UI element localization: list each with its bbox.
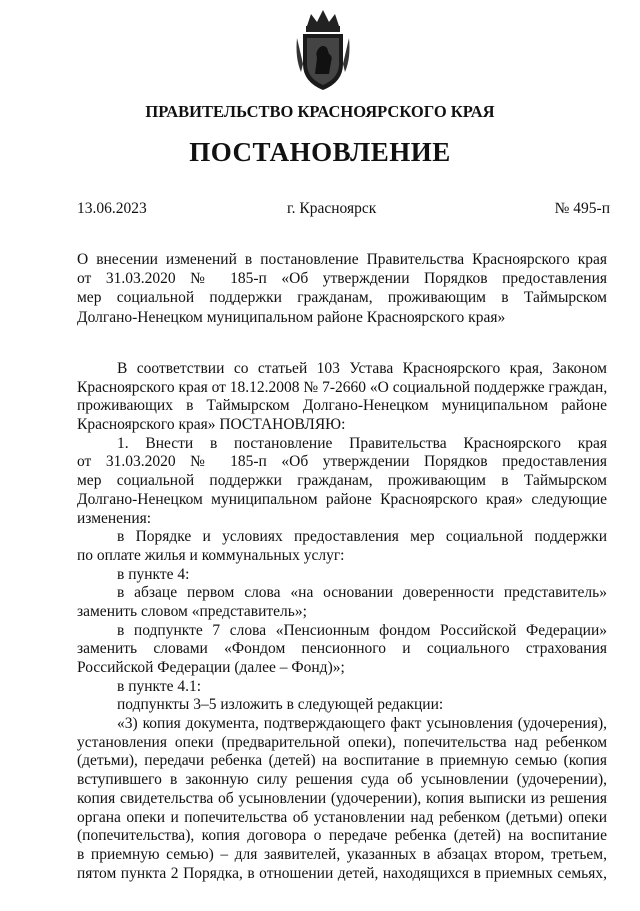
body-line: пятом пункта 2 Порядка, в отношении детей, находящихся в приемных семьях,	[77, 864, 607, 882]
body-line: мер социальной поддержки гражданам, проживающим в Таймырском	[77, 472, 607, 490]
document-subject	[77, 250, 607, 327]
body-line: в абзаце первом слова «на основании доверенности представитель»	[117, 584, 607, 602]
body-line: в пункте 4.1:	[117, 677, 202, 695]
subject-line: О внесении изменений в постановление Правительства Красноярского края	[77, 251, 607, 268]
subject-line: от 31.03.2020 № 185-п «Об утверждении Порядков предоставления	[77, 270, 607, 288]
body-line: в подпункте 7 слова «Пенсионным фондом Российской Федерации»	[117, 621, 607, 639]
body-line: заменить словами «Фондом пенсионного и социального страхования	[77, 640, 607, 658]
body-line: в пункте 4:	[117, 565, 190, 583]
body-line: проживающих в Таймырском Долгано-Ненецком муниципальном районе	[77, 397, 607, 415]
body-line: (детьми), передачи ребенка (детей) на воспитание в приемную семью (копия	[77, 752, 607, 770]
document-date: 13.06.2023	[77, 200, 147, 217]
body-line: В соответствии со статьей 103 Устава Красноярского края, Законом	[117, 360, 607, 377]
subject-line: мер социальной поддержки гражданам, проживающим в Таймырском	[77, 289, 607, 307]
organization-name: ПРАВИТЕЛЬСТВО КРАСНОЯРСКОГО КРАЯ	[145, 102, 495, 121]
body-line: установления опеки (предварительной опеки), попечительства над ребенком	[77, 733, 607, 751]
body-line: органа опеки и попечительства об установлении над ребенком (детьми) опеки	[77, 808, 607, 826]
body-line: от 31.03.2020 № 185-п «Об утверждении Порядков предоставления	[77, 453, 607, 471]
body-line: 1. Внести в постановление Правительства Красноярского края	[117, 434, 607, 452]
document-city: г. Красноярск	[287, 200, 377, 217]
document-meta-row	[77, 200, 610, 220]
coat-of-arms-emblem	[295, 8, 351, 92]
body-line: Красноярского края от 18.12.2008 № 7-2660 «О социальной поддержке граждан,	[77, 378, 608, 396]
body-line: копия свидетельства об усыновлении (удочерении), копия выписки из решения	[77, 789, 607, 807]
body-line: подпункты 3–5 изложить в следующей редакции:	[117, 696, 444, 714]
body-line: изменения:	[77, 509, 152, 527]
body-line: Долгано-Ненецком муниципальном районе Красноярского края» следующие	[77, 490, 607, 508]
subject-line: Долгано-Ненецком муниципальном районе Красноярского края»	[77, 308, 506, 326]
document-body	[77, 360, 607, 883]
document-type-title: ПОСТАНОВЛЕНИЕ	[189, 137, 451, 167]
body-line: вступившего в законную силу решения суда об усыновлении (удочерении),	[77, 771, 607, 789]
body-line: в приемную семью) – для заявителей, указанных в абзацах втором, третьем,	[77, 845, 607, 863]
body-line: Красноярского края» ПОСТАНОВЛЯЮ:	[77, 416, 346, 434]
body-line: заменить словом «представитель»;	[77, 602, 307, 620]
body-line: по оплате жилья и коммунальных услуг:	[77, 546, 345, 564]
body-line: Российской Федерации (далее – Фонд)»;	[77, 659, 345, 676]
document-number: № 495-п	[554, 200, 610, 217]
body-line: «3) копия документа, подтверждающего факт усыновления (удочерения),	[117, 715, 607, 733]
body-line: (попечительства), копия договора о передаче ребенка (детей) на воспитание	[77, 827, 607, 845]
body-line: в Порядке и условиях предоставления мер социальной поддержки	[117, 528, 607, 546]
